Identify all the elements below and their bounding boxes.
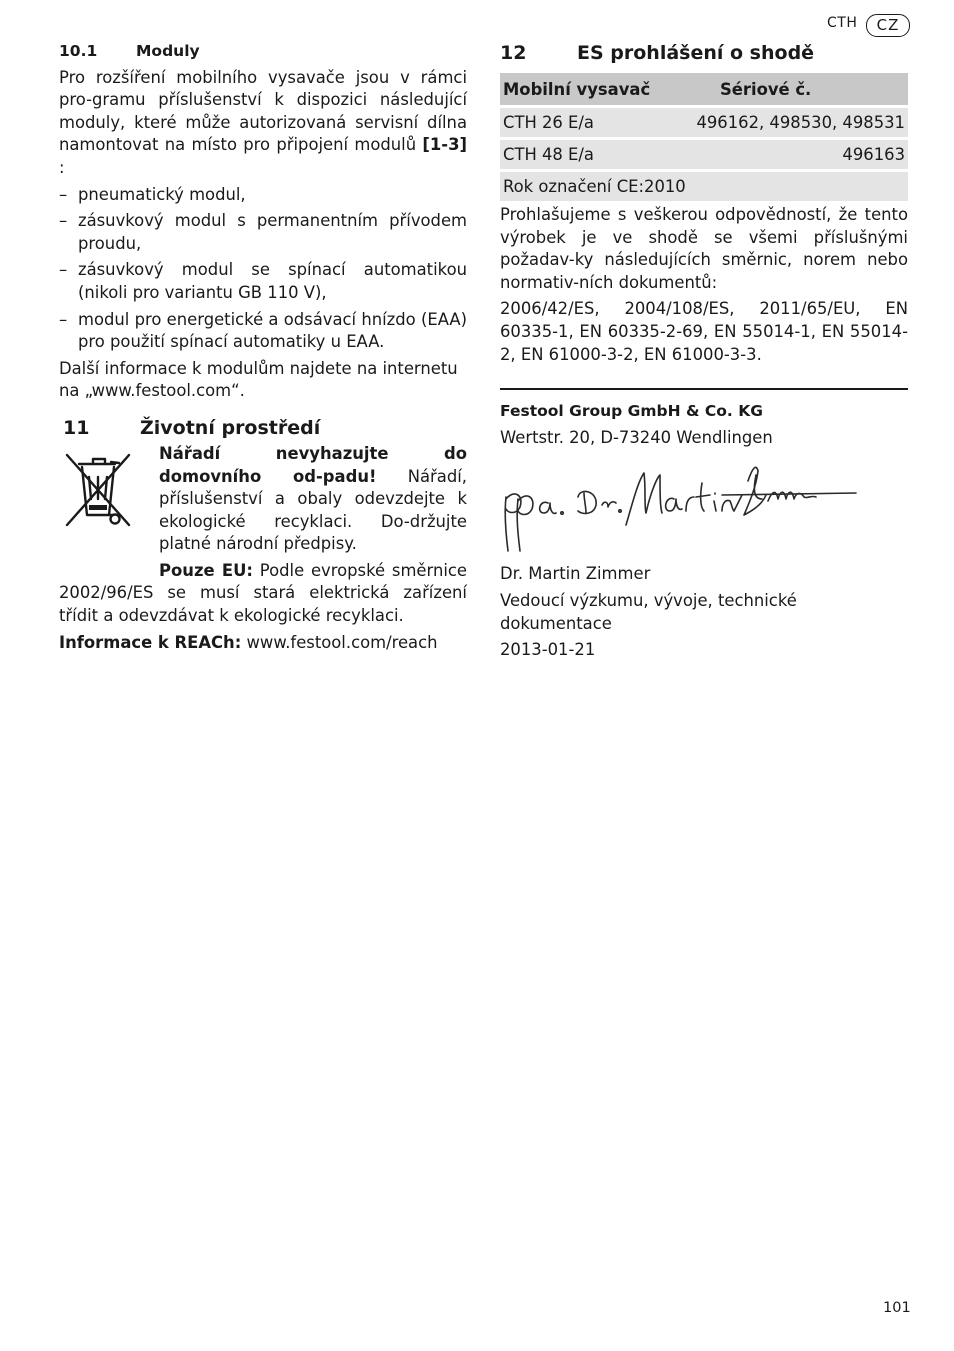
signer-role: Vedoucí výzkumu, vývoje, technické dokumentace [500,590,797,633]
table-header-row [500,73,908,105]
product-cell: CTH 26 E/a [500,108,670,137]
table-row [500,140,908,169]
language-badge: CZ [866,14,910,37]
eu-label: Pouze EU: [159,560,253,580]
declaration-table [500,70,908,204]
column-header-product: Mobilní vysavač [500,73,670,105]
product-model-label: CTH [827,15,858,31]
section-number: 12 [500,42,527,64]
section-title: Moduly [136,42,200,60]
serial-cell: 496163 [670,140,908,169]
section-11-heading [63,415,467,441]
company-name: Festool Group GmbH & Co. KG [500,402,763,421]
reach-link[interactable]: www.festool.com/reach [241,632,438,652]
table-row [500,172,908,201]
eu-text: Podle evropské směrnice 2002/96/ES se musí stará elektrická zařízení třídit a odevzdávat k ekologické recyklaci. [59,560,467,626]
section-title: Životní prostředí [140,416,321,439]
column-header-serial: Sériové č. [670,73,908,105]
ce-year-cell: Rok označení CE:2010 [500,172,908,201]
list-item: – pneumatický modul, [59,184,467,207]
more-info-text: Další informace k modulům najdete na internetu na „www.festool.com“. [59,358,458,401]
right-column [500,40,908,666]
section-10-1-heading [59,40,467,63]
signer-name: Dr. Martin Zimmer [500,564,651,584]
eu-directive-text [59,560,467,628]
section-number: 11 [63,416,90,439]
declaration-date: 2013-01-21 [500,640,596,660]
left-column [59,40,467,658]
figure-reference: [1-3] [422,135,467,155]
signature-image [500,455,860,559]
list-item: – modul pro energetické a odsávací hnízdo (EAA) pro použití spínací automatiky u EAA. [59,309,467,354]
list-item: – zásuvkový modul s permanentním přívodem proudu, [59,210,467,255]
reach-label: Informace k REACh: [59,632,242,652]
modules-intro-text: Pro rozšíření mobilního vysavače jsou v rámci pro-gramu příslušenství k dispozici následující moduly, které může autorizovaná servisní dílna namontovat na místo pro připojení modulů [59,67,467,155]
list-item: – zásuvkový modul se spínací automatikou (nikoli pro variantu GB 110 V), [59,259,467,304]
reach-info [59,632,467,655]
company-address: Wertstr. 20, D-73240 Wendlingen [500,427,773,447]
table-row [500,108,908,137]
declaration-text: Prohlašujeme s veškerou odpovědností, že tento výrobek je ve shodě se všemi příslušnými požadav-ky následujících směrnic, norem nebo normativ-ních dokumentů: [500,205,908,292]
product-cell: CTH 48 E/a [500,140,670,169]
section-number: 10.1 [59,42,98,60]
standards-list: 2006/42/ES, 2004/108/ES, 2011/65/EU, EN 60335-1, EN 60335-2-69, EN 55014-1, EN 55014-2, EN 61000-3-2, EN 61000-3-3. [500,299,908,364]
modules-intro-tail: : [59,157,65,177]
section-12-heading [500,40,908,66]
modules-intro [59,67,467,180]
divider [500,388,908,390]
section-title: ES prohlášení o shodě [577,42,815,64]
disposal-warning-bold: Nářadí nevyhazujte do domovního od-padu! [159,443,467,486]
environment-block [59,443,467,654]
serial-cell: 496162, 498530, 498531 [670,108,908,137]
page-number: 101 [883,1300,911,1316]
disposal-warning [159,443,467,556]
modules-list [59,184,467,354]
disposal-warning-text: Nářadí, příslušenství a obaly odevzdejte k ekologické recyklaci. Do-držujte platné národní předpisy. [159,466,467,554]
crossed-out-wheelie-bin-icon [65,449,131,529]
